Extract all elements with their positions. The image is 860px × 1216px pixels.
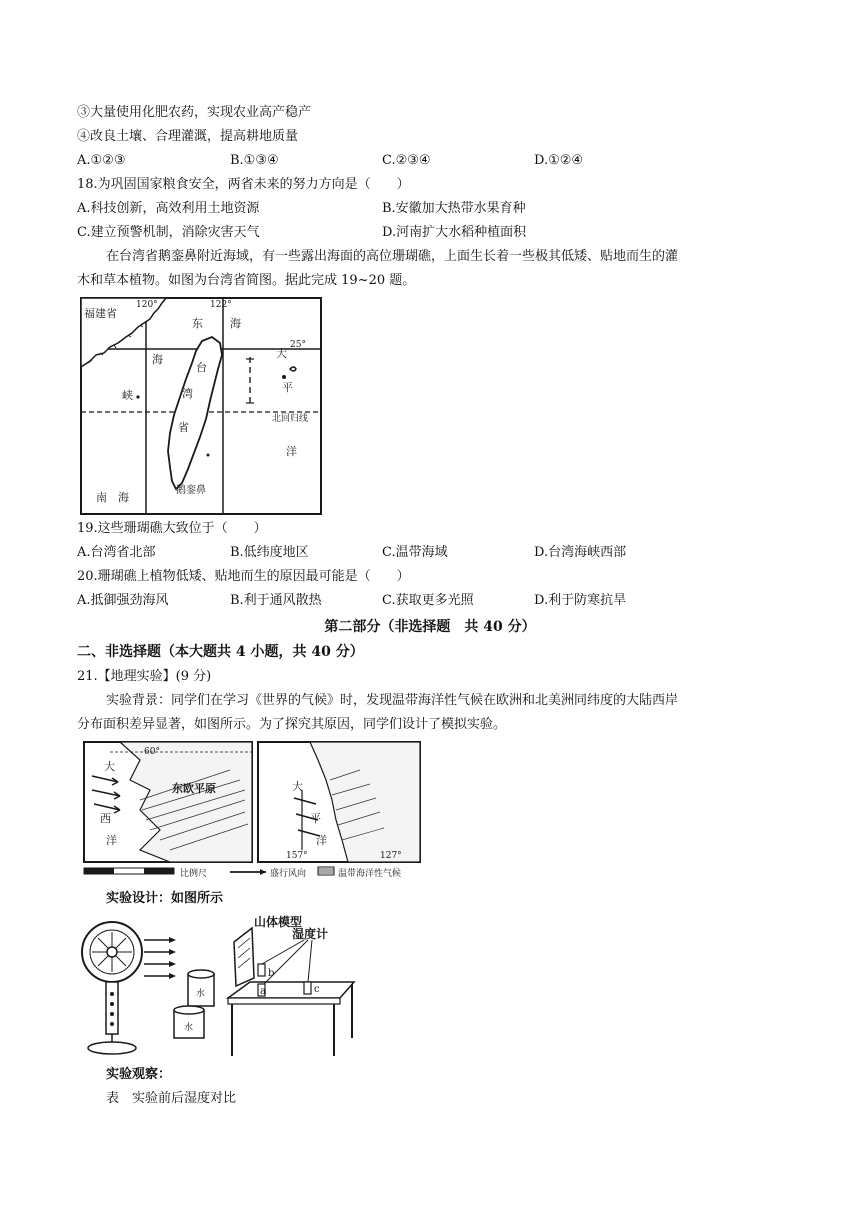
map-label-xia: 峡 [122,389,133,402]
q19-option-d: D.台湾海峡西部 [534,545,627,560]
map-label-wan: 湾 [182,387,193,400]
map21-label-yang: 洋 [106,834,117,847]
map-label-tropic: 北回归线 [272,414,309,424]
q18-stem: 18.为巩固国家粮食安全，两省未来的努力方向是（ ） [77,177,410,192]
map-label-hai: 海 [230,317,241,330]
map21-legend-scale: 比例尺 [180,869,208,879]
map21-label-plain: 东欧平原 [172,782,216,795]
q20-option-d: D.利于防寒抗旱 [534,593,627,608]
q20-option-c: C.获取更多光照 [382,593,474,608]
q17-option-b: B.①③④ [230,153,279,168]
container-1-label: 水 [196,989,206,999]
map21-label-xi: 西 [100,812,111,825]
hygrometer-c-label: c [314,984,320,995]
q17-option-a: A.①②③ [77,153,126,168]
map-label-tai: 台 [196,361,207,374]
q19-option-b: B.低纬度地区 [230,545,309,560]
map-label-lat25: 25° [290,340,306,350]
map-label-lon122: 122° [210,300,232,310]
map-label-hai-south: 海 [118,491,129,504]
map-label-lon120: 120° [136,300,158,310]
q19-option-c: C.温带海域 [382,545,448,560]
map-label-da: 大 [276,347,287,360]
map21-label-ping: 平 [310,812,321,825]
map21-label-lat60: 60° [144,747,160,757]
q20-option-a: A.抵御强劲海风 [77,593,169,608]
passage-line-2: 木和草本植物。如图为台湾省简图。据此完成 19~20 题。 [77,273,416,288]
q21-observe: 实验观察： [106,1067,172,1082]
q17-option-d: D.①②④ [534,153,584,168]
taiwan-map [80,297,322,515]
hygrometer-label: 湿度计 [292,927,329,941]
q18-option-b: B.安徽加大热带水果育种 [382,201,526,216]
q20-option-b: B.利于通风散热 [230,593,322,608]
map-label-nan: 南 [96,491,107,504]
q17-item4: ④改良土壤、合理灌溉，提高耕地质量 [77,129,299,144]
q17-item3: ③大量使用化肥农药，实现农业高产稳产 [77,105,312,120]
map21-label-yang2: 洋 [316,834,327,847]
q21-design: 实验设计：如图所示 [106,891,224,906]
hygrometer-a-label: a [260,986,266,997]
q20-stem: 20.珊瑚礁上植物低矮、贴地而生的原因最可能是（ ） [77,569,410,584]
map21-label-da2: 大 [292,780,303,793]
map-label-yang: 洋 [286,445,297,458]
q18-option-a: A.科技创新，高效利用土地资源 [77,201,260,216]
q21-background-line-2: 分布面积差异显著，如图所示。为了探究其原因，同学们设计了模拟实验。 [77,717,507,732]
section2-title: 二、非选择题（本大题共 4 小题，共 40 分） [77,644,364,660]
map21-label-da: 大 [104,760,115,773]
q19-stem: 19.这些珊瑚礁大致位于（ ） [77,521,267,536]
hygrometer-b-label: b [268,968,275,979]
q21-table-caption: 表 实验前后湿度对比 [106,1091,237,1106]
map-label-sheng: 省 [178,421,189,434]
map-label-hai-west: 海 [152,353,163,366]
passage-line-1: 在台湾省鹅銮鼻附近海域，有一些露出海面的高位珊瑚礁，上面生长着一些极其低矮、贴地而生的灌 [106,249,679,264]
map21-legend-climate: 温带海洋性气候 [338,869,402,879]
map21-label-lon157: 157° [286,851,308,861]
container-2-label: 水 [184,1023,194,1033]
map-label-dong: 东 [192,317,203,330]
q21-title: 21.【地理实验】(9 分) [77,669,212,684]
q21-background-line-1: 实验背景：同学们在学习《世界的气候》时，发现温带海洋性气候在欧洲和北美洲同纬度的大陆西岸 [106,693,679,708]
q18-option-d: D.河南扩大水稻种植面积 [382,225,527,240]
q19-option-a: A.台湾省北部 [77,545,156,560]
map21-legend-wind: 盛行风向 [270,869,307,879]
map-label-eluanbi: 鹅銮鼻 [176,485,206,496]
map-label-ping: 平 [282,381,293,394]
mountain-model-label: 山体模型 [254,915,303,929]
q17-option-c: C.②③④ [382,153,431,168]
experiment-diagram [78,912,360,1060]
q18-option-c: C.建立预警机制，消除灾害天气 [77,225,260,240]
part2-title: 第二部分（非选择题 共 40 分） [324,619,536,635]
climate-maps [80,740,425,886]
map21-label-lon127: 127° [380,851,402,861]
map-label-fujian: 福建省 [84,307,117,320]
